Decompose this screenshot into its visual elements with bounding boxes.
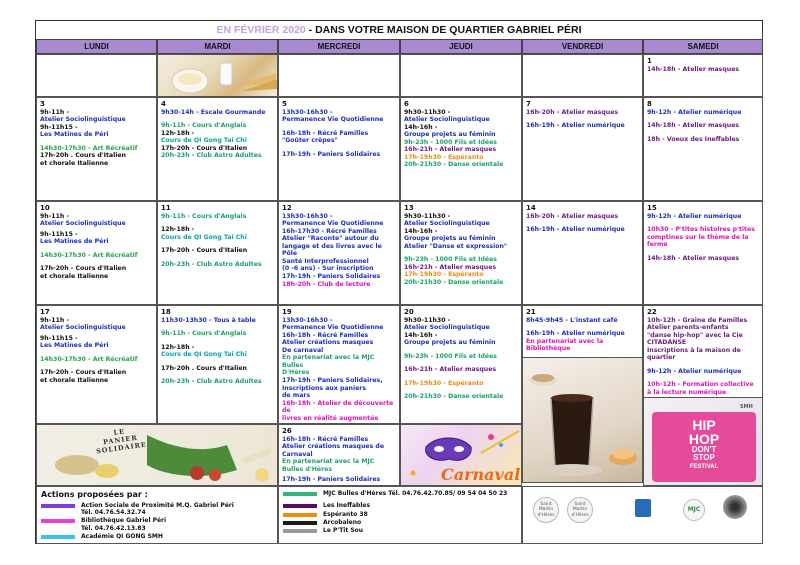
event: 9h-11h - <box>40 108 70 116</box>
event: Cours de QI Gong Tai Chi <box>161 351 247 359</box>
event: 17h-19h - Paniers Solidaires <box>282 150 381 158</box>
legend-title: Actions proposées par : <box>41 490 148 499</box>
event: 16h-19h - Atelier numérique <box>526 226 625 234</box>
event: 14h-16h - <box>404 227 438 235</box>
event: Groupe projets au féminin Atelier "Danse et expression" <box>404 235 508 250</box>
event: Les Matines de Péri <box>40 131 109 139</box>
legend-item <box>283 519 517 526</box>
event: 17h-20h . Cours d'Italien et chorale Italienne <box>40 152 126 167</box>
carnaval-image <box>400 424 522 486</box>
event: 16h-20h - Atelier masques <box>526 212 619 220</box>
legend-swatch <box>41 504 75 508</box>
day-number: 19 <box>282 308 292 316</box>
event: Atelier Sociolinguistique <box>40 116 126 124</box>
event: En partenariat avec la MJC Bulles D'Hères <box>282 354 375 377</box>
event: 16h-18h - Récré Familles <box>282 435 369 443</box>
event: 14h-16h - <box>404 123 438 131</box>
event: 9h30-11h30 - <box>404 316 451 324</box>
crepes-illustration <box>158 55 278 97</box>
event: 17h-20h . Cours d'Italien <box>161 364 247 372</box>
day-number: 17 <box>40 308 50 316</box>
day-cell-fri-7 <box>522 97 643 201</box>
event: 20h-23h - Club Astro Adultes <box>161 260 262 268</box>
title-month: EN FÉVRIER 2020 <box>216 24 306 36</box>
day-number: 15 <box>647 204 657 212</box>
event: 9h-23h - 1000 Fils et Idées <box>404 352 497 360</box>
day-cell-mon-17 <box>36 305 157 424</box>
event: 16h-21h - Atelier masques <box>404 263 497 271</box>
panier-text: LE PANIER SOLIDAIRE <box>95 427 148 456</box>
day-number: 20 <box>404 308 414 316</box>
legend-swatch <box>283 504 317 508</box>
event: 16h-18h - Atelier de découverte de livres en réalité augmentée <box>282 399 394 422</box>
event: 16h-21h - Atelier masques <box>404 146 497 154</box>
event: 17h-19h - Paniers Solidaires, Inscriptions aux paniers de mars <box>282 377 383 400</box>
event: 10h-12h - Graine de Familles Atelier parents-enfants "danse hip-hop" avec la Cie CITADANSE Inscriptions à la maison de quartier <box>647 316 748 362</box>
day-cell-tue-18 <box>157 305 278 424</box>
day-cell-wed-5 <box>278 97 400 201</box>
legend-partners <box>278 486 522 544</box>
event: Permanence Vie Quotidienne <box>282 220 384 228</box>
legend-text: Action Sociale de Proximité M.Q. Gabriel Péri Tél. 04.76.54.32.74 <box>81 501 234 517</box>
day-number: 14 <box>526 204 536 212</box>
legend-item <box>41 502 273 517</box>
event: 10h30 - P'tites histoires p'tites comptines sur le thème de la ferme <box>647 226 755 249</box>
event: Atelier Sociolinguistique <box>404 116 490 124</box>
day-number: 3 <box>40 100 45 108</box>
day-header-lundi: LUNDI <box>36 39 157 54</box>
day-cell-sat-15 <box>643 201 763 305</box>
event: En partenariat avec la Bibliothèque <box>526 337 604 353</box>
event: 9h-23h - 1000 Fils et Idées <box>404 256 497 264</box>
empty-cell <box>400 54 522 97</box>
event: Atelier Sociolinguistique <box>404 324 490 332</box>
event: Permanence Vie Quotidienne <box>282 116 384 124</box>
event: 12h-18h - <box>161 226 195 234</box>
event: 9h-11h - Cours d'Anglais <box>161 330 247 338</box>
day-number: 13 <box>404 204 414 212</box>
event: Groupe projets au féminin <box>404 339 496 347</box>
event: 17h-19h30 - Espéranto <box>404 153 484 161</box>
day-cell-thu-20 <box>400 305 522 424</box>
event: 9h30-11h30 - <box>404 108 451 116</box>
event: 9h-11h - <box>40 212 70 220</box>
event: 20h-21h30 - Danse orientale <box>404 393 504 401</box>
page-title <box>36 21 762 39</box>
day-number: 1 <box>647 57 652 65</box>
event: 9h-12h - Atelier numérique <box>647 108 742 116</box>
event: Atelier "Raconte" autour du langage et des livres avec le Pôle Santé Interprofessionnel (0 -6 ans) - Sur inscription <box>282 235 382 273</box>
event: 13h30-16h30 - <box>282 108 333 116</box>
hiphop-festival: FESTIVAL <box>689 464 719 470</box>
mjc-logo: MJC <box>683 499 705 521</box>
day-number: 10 <box>40 204 50 212</box>
event: Permanence Vie Quotidienne <box>282 324 384 332</box>
day-header-mercredi: MERCREDI <box>278 39 400 54</box>
event: 16h-17h30 - Récré Familles <box>282 227 377 235</box>
legend-swatch <box>41 535 75 539</box>
partner-logos <box>522 486 763 544</box>
event: 9h-11h - Cours d'Anglais <box>161 212 247 220</box>
legend-swatch <box>283 529 317 533</box>
legend-item <box>283 511 517 518</box>
day-number: 6 <box>404 100 409 108</box>
day-cell-tue-4 <box>157 97 278 201</box>
legend-text: Bibliothèque Gabriel Péri Tél. 04.76.42.13.83 <box>81 517 167 532</box>
saint-martin-logo-2: Saint Martin d'Hères <box>567 497 593 523</box>
event: 17h-20h - Cours d'Italien <box>161 144 248 152</box>
event: 13h30-16h30 - <box>282 316 333 324</box>
legend-swatch <box>283 513 317 517</box>
event: Les Matines de Péri <box>40 238 109 246</box>
day-number: 5 <box>282 100 287 108</box>
event: 14h-18h - Atelier masques <box>647 122 740 130</box>
event: Groupe projets au féminin <box>404 131 496 139</box>
event: 14h-18h - Atelier masques <box>647 254 740 262</box>
event: 9h-11h - <box>40 316 70 324</box>
event: 14h30-17h30 - Art Récréatif <box>40 355 138 363</box>
event: Cours de QI Gong Tai Chi <box>161 137 247 145</box>
event: 17h-19h - Paniers Solidaires <box>282 476 381 484</box>
legend-text: Le P'Tit Sou <box>323 527 364 535</box>
coffee-image <box>522 357 643 483</box>
event: 20h-23h - Club Astro Adultes <box>161 152 262 160</box>
legend-item <box>41 533 273 540</box>
day-header-jeudi: JEUDI <box>400 39 522 54</box>
legend-swatch <box>283 521 317 525</box>
hiphop-word-hop: HOP <box>688 431 720 447</box>
crepes-image <box>157 54 278 97</box>
event: 17h-20h - Cours d'Italien <box>161 247 248 255</box>
day-cell-mon-10 <box>36 201 157 305</box>
empty-cell <box>278 54 400 97</box>
legend-text: Espéranto 38 <box>323 510 368 518</box>
event <box>40 145 153 153</box>
saint-martin-logo: Saint Martin d'Hères <box>533 497 559 523</box>
event: En partenariat avec la MJC Bulles d'Hères <box>282 458 375 473</box>
event: 12h-18h - <box>161 343 195 351</box>
event: 17h-19h30 - Espéranto <box>404 379 484 387</box>
event: 12h-18h - <box>161 129 195 137</box>
day-cell-sat-8 <box>643 97 763 201</box>
hiphop-festival-image <box>643 397 763 486</box>
event: 9h-11h15 - <box>40 123 78 131</box>
day-number: 26 <box>282 427 292 435</box>
event: 13h30-16h30 - <box>282 212 333 220</box>
day-header-samedi: SAMEDI <box>643 39 763 54</box>
legend-item <box>41 517 273 532</box>
event: 17h-19h - Paniers Solidaires <box>282 273 381 281</box>
legend-item <box>283 502 517 509</box>
day-cell-wed-12 <box>278 201 400 305</box>
day-cell-thu-13 <box>400 201 522 305</box>
legend-actions <box>36 486 278 544</box>
event: 16h-19h - Atelier numérique <box>526 122 625 130</box>
empty-cell <box>36 54 157 97</box>
day-cell-wed-19 <box>278 305 400 424</box>
event: 17h-20h - Cours d'Italien et chorale Italienne <box>40 369 127 384</box>
event: 18h-20h - Club de lecture <box>282 280 371 288</box>
ineffables-logo <box>723 495 747 519</box>
day-cell-thu-6 <box>400 97 522 201</box>
event-text: 14h30-17h30 - Art Récréatif <box>40 144 138 152</box>
event: 9h-12h - Atelier numérique <box>647 212 742 220</box>
day-header-vendredi: VENDREDI <box>522 39 643 54</box>
hiphop-dont-stop: DON'T STOP <box>691 445 717 462</box>
day-cell-mon-3 <box>36 97 157 201</box>
day-number: 12 <box>282 204 292 212</box>
legend-text: Arcobaleno <box>323 518 362 526</box>
event: 9h-23h - 1000 Fils et Idées <box>404 138 497 146</box>
legend-swatch <box>283 492 317 496</box>
legend-text: MJC Bulles d'Hères Tél. 04.76.42.70.85/ 09 54 04 50 23 <box>323 490 508 497</box>
event: 16h-19h - Atelier numérique <box>526 330 625 338</box>
event: 11h30-13h30 - Tous à table <box>161 316 256 324</box>
legend-text: Académie QI GONG SMH <box>81 533 163 540</box>
day-number: 22 <box>647 308 657 316</box>
event: 16h-18h - Récré Familles <box>282 331 369 339</box>
event: 17h-19h30 - Espéranto <box>404 271 484 279</box>
event: 9h-11h15 - <box>40 230 78 238</box>
empty-cell <box>522 54 643 97</box>
panier-solidaire-image <box>36 424 278 486</box>
event: 9h30-11h30 - <box>404 212 451 220</box>
event: 14h30-17h30 - Art Récréatif <box>40 251 138 259</box>
event: 16h-18h - Récré Familles <box>282 129 369 137</box>
vegetables-illustration <box>37 425 278 486</box>
day-cell-wed-26 <box>278 424 400 486</box>
day-cell-fri-14 <box>522 201 643 305</box>
event: 16h-20h - Atelier masques <box>526 108 619 116</box>
hiphop-title <box>652 418 756 470</box>
day-number: 21 <box>526 308 536 316</box>
event: 16h-21h - Atelier masques <box>404 366 497 374</box>
legend-swatch <box>41 519 75 523</box>
event: 9h-12h - Atelier numérique <box>647 367 742 375</box>
event: 20h-23h - Club Astro Adultes <box>161 378 262 386</box>
title-text: - DANS VOTRE MAISON DE QUARTIER GABRIEL PÉRI <box>305 24 582 36</box>
carnaval-text: Carnaval <box>441 465 521 484</box>
event: 17h-20h - Cours d'Italien et chorale Italienne <box>40 265 127 280</box>
event: 10h-12h - Formation collective à la lecture numérique <box>647 381 754 397</box>
day-header-mardi: MARDI <box>157 39 278 54</box>
event: 14h-18h - Atelier masques <box>647 65 740 73</box>
event: 9h-11h15 - <box>40 334 78 342</box>
legend-item <box>283 490 517 497</box>
event: Atelier créations masques de Carnaval <box>282 443 385 458</box>
day-number: 7 <box>526 100 531 108</box>
hiphop-word-hip: HIP <box>692 417 716 433</box>
event: 20h-21h30 - Danse orientale <box>404 161 504 169</box>
event: 20h-21h30 - Danse orientale <box>404 279 504 287</box>
legend-item <box>283 527 517 534</box>
event: Les Matines de Péri <box>40 342 109 350</box>
calendar-page <box>35 20 763 544</box>
event: Cours de QI Gong Tai Chi <box>161 233 247 241</box>
event: Atelier Sociolinguistique <box>404 220 490 228</box>
day-number: 11 <box>161 204 171 212</box>
smh-badge: SMH <box>740 404 753 410</box>
event: Atelier créations masques De carnaval <box>282 339 374 354</box>
day-number: 18 <box>161 308 171 316</box>
day-cell-sat-1 <box>643 54 763 97</box>
event: 8h45-9h45 - L'instant café <box>526 316 618 324</box>
day-cell-tue-11 <box>157 201 278 305</box>
event: Atelier Sociolinguistique <box>40 220 126 228</box>
day-number: 4 <box>161 100 166 108</box>
event: Atelier Sociolinguistique <box>40 324 126 332</box>
event: "Goûter crêpes" <box>282 137 338 145</box>
event: 18h - Voeux des Ineffables <box>647 135 740 143</box>
event: 14h-16h - <box>404 331 438 339</box>
coffee-illustration <box>523 358 643 483</box>
event: 9h-11h - Cours d'Anglais <box>161 122 247 130</box>
day-number: 8 <box>647 100 652 108</box>
event: 9h30-14h - Escale Gourmande <box>161 108 266 116</box>
legend-text: Les Ineffables <box>323 502 371 510</box>
caf-logo <box>635 499 651 517</box>
